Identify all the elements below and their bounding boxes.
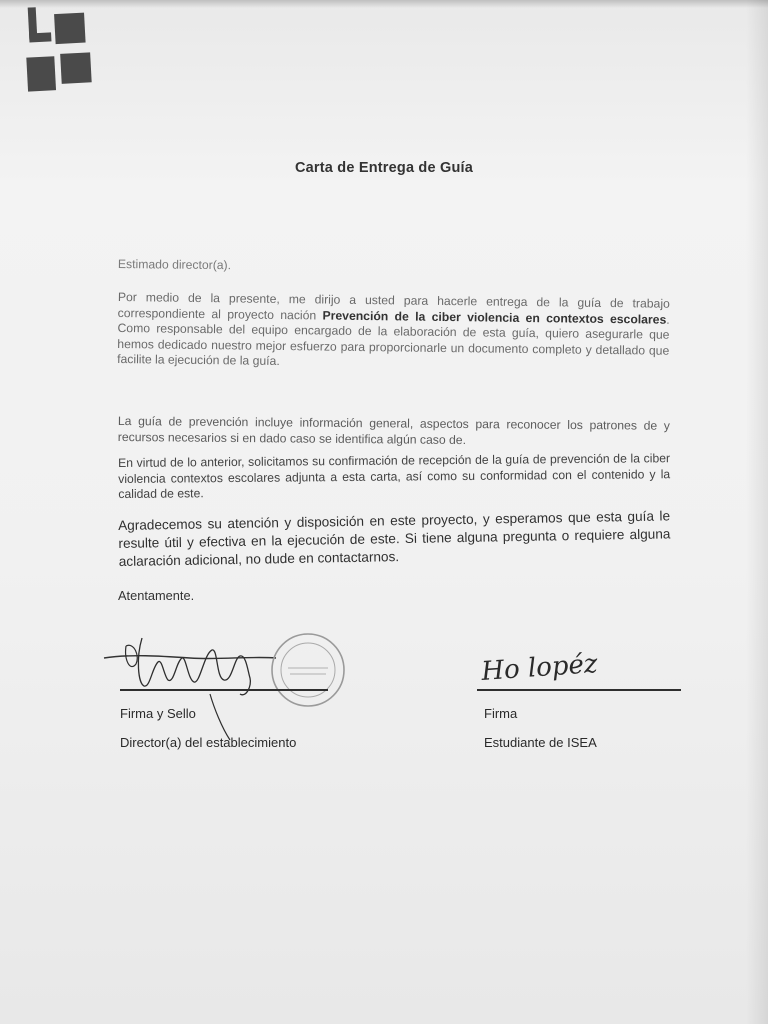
paragraph-intro <box>117 290 670 374</box>
director-role-label: Director(a) del establecimiento <box>120 735 297 750</box>
paper-shadow <box>746 0 768 1024</box>
project-name-bold: Prevención de la ciber violencia en contextos escolares <box>322 308 667 327</box>
director-signature-scribble <box>100 628 280 746</box>
paragraph-intro-part2: . Como responsable del equipo encargado de la elaboración de esta guía, quiero asegurarle que hemos dedicado nuestro mejor esfuerzo para proporcionarle un documento completo y detallado que facilite la ejecución de la guía. <box>117 312 670 368</box>
paragraph-thanks: Agradecemos su atención y disposición en este proyecto, y esperamos que esta guía le resulte útil y efectiva en la ejecución de este. Si tiene alguna pregunta o requiere alguna aclaración adicional, no dude en contactarnos. <box>118 508 671 569</box>
student-role-label: Estudiante de ISEA <box>484 735 597 750</box>
letter-title: Carta de Entrega de Guía <box>294 160 474 176</box>
closing-text: Atentamente. <box>118 588 195 603</box>
student-signature <box>478 640 628 696</box>
student-signature-label: Firma <box>484 706 518 721</box>
paper-top-edge <box>0 0 768 8</box>
paragraph-confirmation-request: En virtud de lo anterior, solicitamos su confirmación de recepción de la guía de prevención de la ciber violencia contextos escolares adjunta a esta carta, así como su conformidad con el contenido y la calidad de este. <box>118 451 671 501</box>
student-signature-text: Ho lopéz <box>480 648 599 687</box>
director-signature-label: Firma y Sello <box>120 706 196 721</box>
paragraph-intro-part1: Por medio de la presente, me dirijo a usted para hacerle entrega de la guía de trabajo correspondiente al proyecto nación <box>117 290 670 323</box>
paragraph-guide-content: La guía de prevención incluye información general, aspectos para reconocer los patrones de y recursos necesarios si en dado caso se identifica algún caso de. <box>117 414 670 447</box>
director-signature-line <box>120 689 328 691</box>
student-signature-line <box>477 689 681 691</box>
greeting: Estimado director(a). <box>117 257 232 273</box>
school-stamp <box>268 630 348 710</box>
institution-logo <box>20 4 97 98</box>
